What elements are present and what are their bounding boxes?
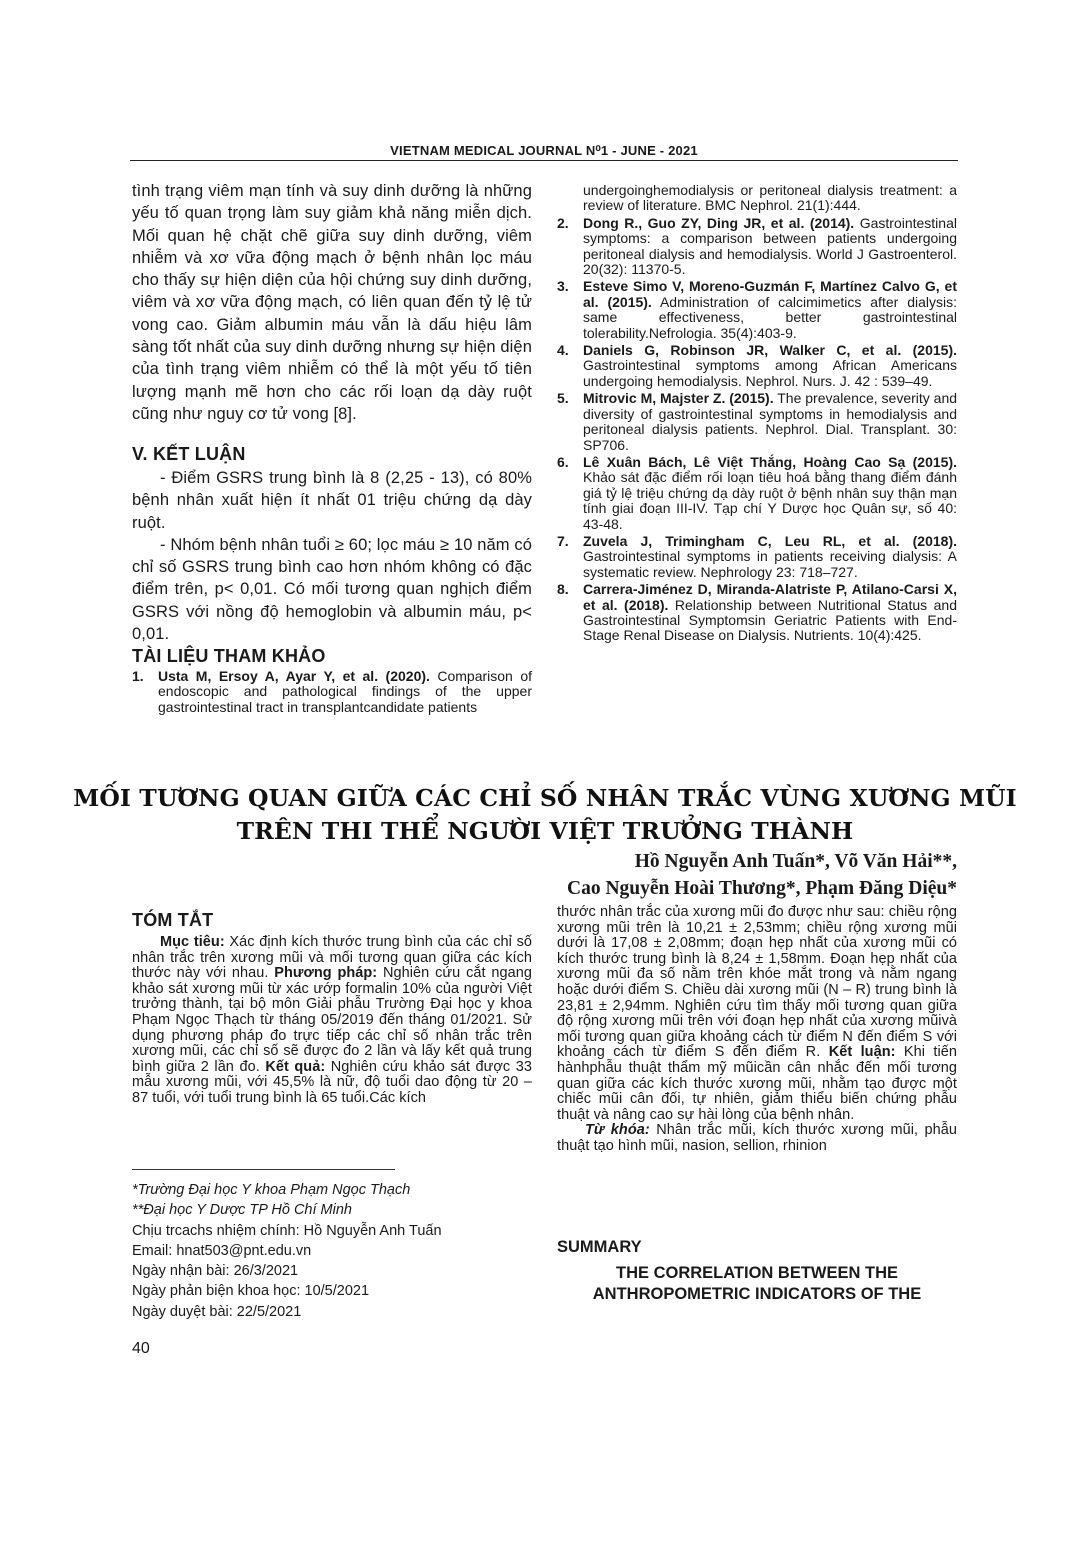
objective-label: Mục tiêu: bbox=[160, 934, 225, 950]
objective-text: Xác định kích thước trung bình của các chỉ số nhân trắc trên xương mũi và mối tương quan giữa các kích thước này với nhau. bbox=[132, 934, 532, 982]
conclusion-label: Kết luận: bbox=[828, 1044, 896, 1061]
conclusion-text: Khi tiến hànhphẫu thuật thẩm mỹ mũicần cân nhắc đến mối tương quan giữa các kích thước xương mũi, nhằm tạo được một chiếc mũi cân đối, tự nhiên, giảm thiểu biến chứng phẫu thuật và nâng cao sự hài lòng của bệnh nhân. bbox=[557, 1044, 957, 1123]
corresponding-author: Chịu trcachs nhiệm chính: Hồ Nguyễn Anh Tuấn bbox=[132, 1222, 442, 1239]
article-title-line-2: TRÊN THI THỂ NGƯỜI VIỆT TRƯỞNG THÀNH bbox=[236, 817, 854, 845]
summary-heading: SUMMARY bbox=[557, 1238, 642, 1256]
reference-authors: Carrera-Jiménez D, Miranda-Alatriste P, Atilano-Carsi X, et al. (2018). bbox=[583, 581, 957, 613]
summary-title bbox=[557, 1263, 957, 1305]
affiliation-1: *Trường Đại học Y khoa Phạm Ngọc Thạch bbox=[132, 1182, 411, 1198]
abstract-left bbox=[132, 935, 532, 1107]
method-label: Phương pháp: bbox=[274, 965, 378, 982]
email: Email: hnat503@pnt.edu.vn bbox=[132, 1242, 312, 1259]
reference-number: 6. bbox=[557, 453, 569, 470]
article-authors bbox=[430, 848, 957, 902]
reference-text: Gastrointestinal symptoms in patients receiving dialysis: A systematic review. Nephrology 23: 718–727. bbox=[583, 548, 957, 580]
conclusion-heading: V. KẾT LUẬN bbox=[132, 444, 246, 464]
reference-text: Administration of calcimimetics after dialysis: same effectiveness, better gastrointestinal tolerability.Nefrologia. 35(4):403-9. bbox=[583, 293, 957, 341]
reference-authors: Usta M, Ersoy A, Ayar Y, et al. (2020). bbox=[158, 668, 430, 684]
reference-authors: Dong R., Guo ZY, Ding JR, et al. (2014). bbox=[583, 214, 855, 231]
article-title bbox=[60, 782, 1030, 848]
date-accepted: Ngày duyệt bài: 22/5/2021 bbox=[132, 1303, 302, 1320]
abstract-right bbox=[557, 905, 957, 1155]
conclusion-paragraph-1: - Điểm GSRS trung bình là 8 (2,25 - 13), có 80% bệnh nhân xuất hiện ít nhất 01 triệu chứng dạ dày ruột. bbox=[132, 469, 532, 532]
reference-number: 3. bbox=[557, 278, 569, 295]
footnote-rule bbox=[132, 1169, 395, 1170]
keywords-text: Nhân trắc mũi, kích thước xương mũi, phẫu thuật tạo hình mũi, nasion, sellion, rhinion bbox=[557, 1122, 958, 1154]
conclusion-body bbox=[132, 467, 532, 645]
reference-authors: Mitrovic M, Majster Z. (2015). bbox=[583, 390, 774, 407]
reference-authors: Zuvela J, Trimingham C, Leu RL, et al. (2018). bbox=[583, 532, 957, 549]
affiliation-2: **Đại học Y Dược TP Hồ Chí Minh bbox=[132, 1202, 352, 1219]
reference-number: 4. bbox=[557, 342, 569, 359]
reference-number: 5. bbox=[557, 390, 569, 407]
result-text: Nghiên cứu khảo sát được 33 mẫu xương mũi, với 45,5% là nữ, độ tuổi dao động từ 20 – 87 tuổi, với tuổi trung bình là 65 tuổi.Các kích bbox=[132, 1058, 532, 1106]
method-text: Nghiên cứu cắt ngang khảo sát xương mũi từ xác ướp formalin 10% của người Việt trưởng thành, tại bộ môn Giải phẫu Trường Đại học y khoa Phạm Ngọc Thạch từ tháng 05/2019 đến tháng 01/2021. Sử dụng phương pháp đo trực tiếp các chỉ số nhân trắc trên xương mũi, các chỉ số sẽ được đo 2 lần và lấy kết quả trung bình giữa 2 lần đo. bbox=[132, 965, 532, 1075]
reference-number: 7. bbox=[557, 532, 569, 549]
reference-number: 1. bbox=[132, 668, 144, 684]
reference-text: The prevalence, severity and diversity of gastrointestinal symptoms in hemodialysis and peritoneal dialysis patients. Nephrol. Dial. Transplant. 30: SP706. bbox=[583, 390, 958, 453]
reference-list-right bbox=[557, 183, 957, 646]
article-title-line-1: MỐI TƯƠNG QUAN GIỮA CÁC CHỈ SỐ NHÂN TRẮC VÙNG XƯƠNG MŨI bbox=[73, 784, 1017, 812]
authors-line-1: Hồ Nguyễn Anh Tuấn*, Võ Văn Hải**, bbox=[634, 851, 957, 872]
reference-authors: Esteve Simo V, Moreno-Guzmán F, Martínez Calvo G, et al. (2015). bbox=[583, 278, 957, 310]
reference-number: 2. bbox=[557, 214, 569, 231]
summary-title-line-1: THE CORRELATION BETWEEN THE bbox=[615, 1264, 899, 1282]
results-continued: thước nhân trắc của xương mũi đo được như sau: chiều rộng xương mũi trên là 10,21 ± 2,53mm; chiều rộng xương mũi dưới là 17,08 ± 2,08mm; đoạn hẹp nhất của xương mũi có kích thước trung bình là 8,24 ± 1,58mm. Đoạn hẹp nhất của xương mũi đa số nằm trên khóe mắt trong và nằm ngang hoặc dưới điểm S. Chiều dài xương mũi (N – R) trung bình là 23,81 ± 2,94mm. Nghiên cứu tìm thấy mối tương quan giữa độ rộng xương mũi trên với đoạn hẹp nhất của xương mũivà mối tương quan giữa khoảng cách từ điểm N đến điểm S với khoảng cách từ điểm S đến điểm R. bbox=[557, 904, 957, 1061]
header-rule bbox=[130, 160, 958, 161]
reference-text: Relationship between Nutritional Status and Gastrointestinal Symptomsin Geriatric Patients with End-Stage Renal Disease on Dialysis. Nutrients. 10(4):425. bbox=[583, 596, 957, 644]
result-label: Kết quả: bbox=[265, 1058, 326, 1075]
page-number: 40 bbox=[132, 1340, 150, 1357]
abstract-heading: TÓM TẮT bbox=[132, 910, 214, 930]
reference-text: Khảo sát đặc điểm rối loạn tiêu hoá bằng thang điểm đánh giá tỷ lệ triệu chứng dạ dày ruột ở bệnh nhân suy thận mạn tính giai đoạn III-IV. Tạp chí Y Dược học Quân sự, số 40: 43-48. bbox=[583, 469, 957, 532]
journal-header: VIETNAM MEDICAL JOURNAL N⁰1 - JUNE - 2021 bbox=[390, 143, 698, 158]
reference-text: Comparison of endoscopic and pathological findings of the upper gastrointestinal tract in transplantcandidate patients bbox=[158, 668, 532, 715]
references-heading: TÀI LIỆU THAM KHẢO bbox=[132, 646, 326, 666]
date-reviewed: Ngày phản biện khoa học: 10/5/2021 bbox=[132, 1283, 370, 1300]
authors-line-2: Cao Nguyễn Hoài Thương*, Phạm Đăng Diệu* bbox=[567, 878, 957, 899]
discussion-paragraph: tình trạng viêm mạn tính và suy dinh dưỡng là những yếu tố quan trọng làm suy giảm khả năng miễn dịch. Mối quan hệ chặt chẽ giữa suy dinh dưỡng, viêm nhiễm và xơ vữa động mạch ở bệnh nhân lọc máu cho thấy sự hiện diện của hội chứng suy dinh dưỡng, viêm và xơ vữa động mạch, có liên quan đến tỷ lệ tử vong cao. Giảm albumin máu vẫn là dấu hiệu lâm sàng tốt nhất của suy dinh dưỡng nhưng sự hiện diện của tình trạng viêm nhiễm có thể là một yếu tố tiên lượng mạnh mẽ hơn cho các rối loạn dạ dày ruột cũng như nguy cơ tử vong [8]. bbox=[132, 182, 532, 423]
reference-authors: Daniels G, Robinson JR, Walker C, et al. (2015). bbox=[583, 342, 957, 359]
discussion-tail bbox=[132, 180, 532, 425]
conclusion-paragraph-2: - Nhóm bệnh nhân tuổi ≥ 60; lọc máu ≥ 10 năm có chỉ số GSRS trung bình cao hơn nhóm không có đặc điểm trên, p< 0,01. Có mối tương quan nghịch điểm GSRS với nồng độ hemoglobin và albumin máu, p< 0,01. bbox=[132, 535, 532, 644]
footnotes bbox=[132, 1180, 532, 1322]
reference-text: Gastrointestinal symptoms: a comparison between patients undergoing peritoneal dialysis and hemodialysis. World J Gastroenterol. 20(32): 11370-5. bbox=[583, 214, 957, 278]
reference-number: 8. bbox=[557, 581, 569, 598]
reference-authors: Lê Xuân Bách, Lê Việt Thắng, Hoàng Cao Sạ (2015). bbox=[583, 453, 957, 470]
reference-continuation: undergoinghemodialysis or peritoneal dialysis treatment: a review of literature. BMC Nephrol. 21(1):444. bbox=[583, 182, 957, 214]
reference-text: Gastrointestinal symptoms among African Americans undergoing hemodialysis. Nephrol. Nurs. J. 42 : 539–49. bbox=[583, 357, 957, 389]
summary-title-line-2: ANTHROPOMETRIC INDICATORS OF THE bbox=[592, 1285, 922, 1303]
keywords-label: Từ khóa: bbox=[585, 1122, 650, 1139]
reference-list-left bbox=[132, 669, 532, 717]
date-received: Ngày nhận bài: 26/3/2021 bbox=[132, 1263, 299, 1280]
reference-item bbox=[132, 669, 532, 715]
